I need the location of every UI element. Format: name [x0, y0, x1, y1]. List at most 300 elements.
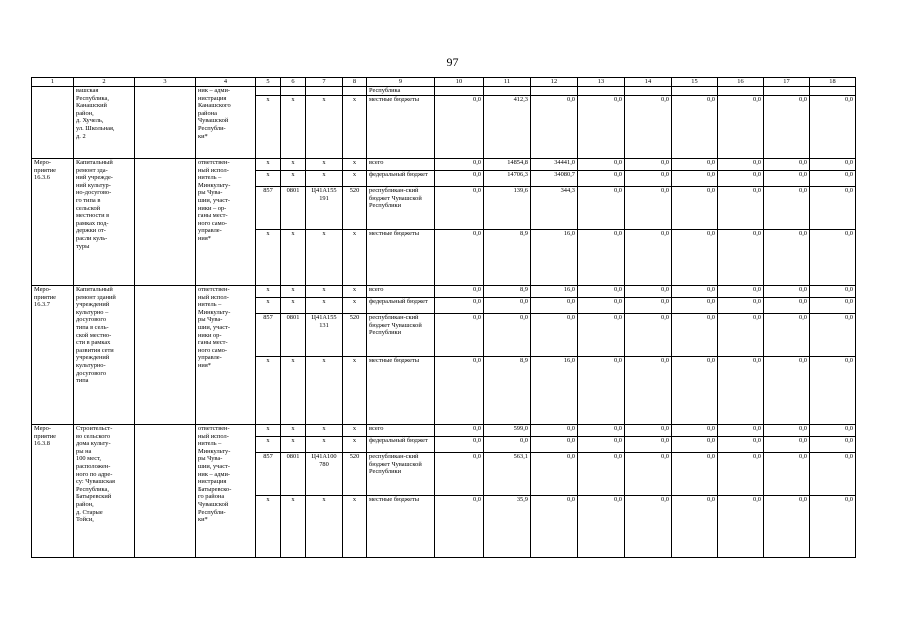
- table-cell: x: [343, 357, 367, 425]
- table-cell: республикан-ский бюджет Чувашской Республики: [367, 314, 435, 357]
- table-cell: 0,0: [435, 298, 484, 314]
- table-cell: 0,0: [810, 298, 856, 314]
- header-cell: 17: [764, 78, 810, 87]
- table-cell: 0,0: [435, 314, 484, 357]
- table-cell: 0,0: [764, 96, 810, 159]
- cell-line: ний учрежде-: [76, 174, 113, 182]
- table-cell: местные бюджеты: [367, 96, 435, 159]
- cell-line: нитель –: [198, 174, 222, 182]
- cell-line: местности в: [76, 212, 110, 220]
- table-cell: 0,0: [672, 298, 718, 314]
- table-cell: x: [256, 496, 281, 558]
- table-cell: 0,0: [625, 437, 672, 453]
- table-cell: 0,0: [718, 425, 764, 437]
- cell-line: ки*: [198, 132, 208, 140]
- cell-line: Республи-: [198, 124, 226, 132]
- cell-line: 100 мест,: [76, 455, 101, 463]
- table-cell: 0,0: [764, 286, 810, 298]
- table-cell: 0,0: [810, 425, 856, 437]
- table-cell: федеральный бюджет: [367, 298, 435, 314]
- cell-line: ный испол-: [198, 166, 229, 174]
- cell-line: район,: [76, 500, 94, 508]
- table-cell: x: [306, 230, 343, 286]
- table-cell: 0,0: [718, 171, 764, 187]
- cell-line: приятие: [34, 293, 57, 301]
- measure-cell: [32, 286, 74, 425]
- header-cell: 1: [32, 78, 74, 87]
- cell-line: го района: [198, 493, 225, 501]
- table-cell: 0,0: [578, 437, 625, 453]
- table-cell: Ц41А155 131: [306, 314, 343, 357]
- table-cell: 34080,7: [531, 171, 578, 187]
- table-cell: 14706,3: [484, 171, 531, 187]
- cell-line: ного само-: [198, 219, 227, 227]
- table-cell: 0,0: [531, 314, 578, 357]
- table-cell: 599,0: [484, 425, 531, 437]
- table-cell: x: [306, 286, 343, 298]
- header-cell: 14: [625, 78, 672, 87]
- table-row: [32, 425, 856, 437]
- table-cell: x: [281, 159, 306, 171]
- cell-line: ответствен-: [198, 159, 230, 166]
- table-cell: 0,0: [578, 159, 625, 171]
- table-cell: 0,0: [578, 187, 625, 230]
- table-cell: x: [256, 171, 281, 187]
- table-cell: 0,0: [764, 314, 810, 357]
- table-cell: 0,0: [718, 453, 764, 496]
- cell-line: Тойси,: [76, 516, 94, 524]
- table-cell: 0,0: [435, 286, 484, 298]
- table-cell: 0,0: [764, 425, 810, 437]
- table-cell: x: [306, 171, 343, 187]
- table-cell: 0,0: [718, 314, 764, 357]
- table-cell: x: [256, 159, 281, 171]
- table-cell: 0801: [281, 187, 306, 230]
- table-cell: x: [343, 496, 367, 558]
- cell-line: ремонт зда-: [76, 166, 108, 174]
- cell-line: типа в сель-: [76, 323, 109, 331]
- cell-line: Меро-: [34, 159, 51, 166]
- cell-line: ул. Школьная,: [76, 124, 115, 132]
- table-cell: 8,9: [484, 286, 531, 298]
- cell-line: но-досугово-: [76, 189, 112, 197]
- table-cell: 0,0: [672, 187, 718, 230]
- table-cell: x: [343, 159, 367, 171]
- table-cell: x: [256, 357, 281, 425]
- header-cell: 18: [810, 78, 856, 87]
- table-cell: [435, 87, 484, 96]
- cell-line: расли куль-: [76, 234, 108, 242]
- table-cell: 520: [343, 314, 367, 357]
- table-cell: 0,0: [672, 314, 718, 357]
- table-cell: 0,0: [810, 357, 856, 425]
- table-cell: [484, 87, 531, 96]
- page-number: 97: [446, 55, 459, 69]
- table-cell: x: [306, 496, 343, 558]
- table-cell: 35,9: [484, 496, 531, 558]
- table-cell: x: [306, 159, 343, 171]
- cell-line: Капитальный: [76, 286, 113, 293]
- executor-cell: [196, 425, 256, 558]
- table-cell: x: [281, 230, 306, 286]
- table-cell: x: [306, 357, 343, 425]
- cell-line: держки от-: [76, 227, 106, 235]
- cell-line: ры Чува-: [198, 316, 223, 324]
- table-cell: 0,0: [435, 357, 484, 425]
- cell-line: Минкульту-: [198, 447, 231, 455]
- header-cell: 16: [718, 78, 764, 87]
- table-cell: 0,0: [625, 187, 672, 230]
- table-cell: 0,0: [718, 496, 764, 558]
- executor-cell: [196, 286, 256, 425]
- table-cell: 0801: [281, 314, 306, 357]
- table-cell: 0,0: [625, 298, 672, 314]
- cell-line: д. Старые: [76, 508, 103, 516]
- table-cell: x: [343, 230, 367, 286]
- cell-line: 16.3.6: [34, 174, 50, 182]
- table-cell: 34441,0: [531, 159, 578, 171]
- table-cell: 0,0: [578, 453, 625, 496]
- table-cell: 0,0: [810, 286, 856, 298]
- table-cell: местные бюджеты: [367, 357, 435, 425]
- cell-line: Меро-: [34, 286, 51, 293]
- cell-line: развития сети: [76, 346, 114, 354]
- table-cell: 0,0: [764, 437, 810, 453]
- table-cell: 0,0: [810, 314, 856, 357]
- header-cell: 9: [367, 78, 435, 87]
- table-cell: 0,0: [810, 496, 856, 558]
- table-cell: 0,0: [578, 425, 625, 437]
- table-cell: x: [256, 298, 281, 314]
- table-cell: 0,0: [578, 357, 625, 425]
- table-cell: 0,0: [672, 453, 718, 496]
- cell-line: учреждений: [76, 354, 110, 362]
- table-cell: [718, 87, 764, 96]
- table-cell: 139,6: [484, 187, 531, 230]
- table-cell: 0,0: [435, 171, 484, 187]
- table-cell: x: [343, 437, 367, 453]
- table-cell: 0,0: [625, 425, 672, 437]
- table-cell: x: [281, 171, 306, 187]
- table-cell: 0,0: [810, 437, 856, 453]
- cell-line: ры на: [76, 447, 92, 455]
- empty-cell: [135, 286, 196, 425]
- cell-line: нистрация: [198, 94, 227, 102]
- table-cell: 0,0: [810, 171, 856, 187]
- table-cell: 344,3: [531, 187, 578, 230]
- table-cell: x: [281, 357, 306, 425]
- table-cell: x: [256, 230, 281, 286]
- table-cell: 0,0: [764, 453, 810, 496]
- measure-cell: [32, 425, 74, 558]
- table-cell: федеральный бюджет: [367, 437, 435, 453]
- cell-line: учреждений: [76, 301, 110, 309]
- cell-line: Канашского: [198, 102, 231, 110]
- cell-line: 16.3.8: [34, 440, 50, 448]
- table-cell: [256, 87, 281, 96]
- table-cell: 0,0: [435, 159, 484, 171]
- cell-line: ник – адми-: [198, 87, 231, 94]
- table-cell: 0,0: [435, 187, 484, 230]
- cell-line: Чувашской: [198, 117, 229, 125]
- object-cell: [74, 159, 135, 286]
- header-cell: 6: [281, 78, 306, 87]
- header-cell: 3: [135, 78, 196, 87]
- measure-cell: [32, 87, 74, 159]
- cell-line: ния*: [198, 361, 211, 369]
- cell-line: Канашский: [76, 102, 107, 110]
- table-cell: федеральный бюджет: [367, 171, 435, 187]
- object-cell: [74, 87, 135, 159]
- header-cell: 10: [435, 78, 484, 87]
- cell-line: шии, участ-: [198, 323, 230, 331]
- cell-line: Республика,: [76, 94, 109, 102]
- table-cell: 0,0: [625, 159, 672, 171]
- table-cell: 0,0: [764, 357, 810, 425]
- table-cell: x: [281, 96, 306, 159]
- table-cell: 0,0: [625, 496, 672, 558]
- table-cell: x: [343, 171, 367, 187]
- cell-line: ответствен-: [198, 425, 230, 432]
- table-cell: 0,0: [435, 230, 484, 286]
- table-cell: 0,0: [625, 96, 672, 159]
- cell-line: ного по адре-: [76, 470, 113, 478]
- cell-line: Минкульту-: [198, 181, 231, 189]
- header-cell: 8: [343, 78, 367, 87]
- table-cell: 0,0: [578, 171, 625, 187]
- cell-line: во сельского: [76, 432, 111, 440]
- cell-line: Строительст-: [76, 425, 113, 432]
- table-cell: x: [256, 96, 281, 159]
- table-cell: 0,0: [672, 357, 718, 425]
- table-cell: x: [256, 286, 281, 298]
- table-cell: 520: [343, 453, 367, 496]
- table-cell: 0,0: [435, 496, 484, 558]
- cell-line: ный испол-: [198, 432, 229, 440]
- cell-line: су: Чувашская: [76, 478, 115, 486]
- header-cell: 2: [74, 78, 135, 87]
- table-cell: [343, 87, 367, 96]
- cell-line: д. 2: [76, 132, 86, 140]
- cell-line: досугового: [76, 316, 107, 324]
- cell-line: сельской: [76, 204, 101, 212]
- cell-line: ники ор-: [198, 331, 222, 339]
- table-cell: 0,0: [578, 96, 625, 159]
- cell-line: нистрация: [198, 478, 227, 486]
- table-cell: 0801: [281, 453, 306, 496]
- cell-line: Минкульту-: [198, 308, 231, 316]
- cell-line: района: [198, 109, 217, 117]
- cell-line: рамках под-: [76, 219, 109, 227]
- table-cell: 0,0: [764, 230, 810, 286]
- table-cell: x: [343, 298, 367, 314]
- table-cell: 8,9: [484, 357, 531, 425]
- cell-line: Республи-: [198, 508, 226, 516]
- table-cell: 16,0: [531, 357, 578, 425]
- table-cell: 0,0: [531, 437, 578, 453]
- table-cell: 0,0: [625, 357, 672, 425]
- table-cell: 412,3: [484, 96, 531, 159]
- table-cell: 0,0: [578, 496, 625, 558]
- cell-line: ганы мест-: [198, 339, 228, 347]
- table-cell: x: [256, 437, 281, 453]
- table-cell: 0,0: [764, 298, 810, 314]
- table-cell: 0,0: [435, 437, 484, 453]
- cell-line: управле-: [198, 354, 222, 362]
- cell-line: вашская: [76, 87, 99, 94]
- cell-line: типа: [76, 377, 89, 385]
- table-cell: всего: [367, 425, 435, 437]
- table-cell: [625, 87, 672, 96]
- cell-line: туры: [76, 242, 90, 250]
- table-cell: 0,0: [764, 496, 810, 558]
- cell-line: Батыревско-: [198, 485, 232, 493]
- executor-cell: [196, 87, 256, 159]
- table-cell: 0,0: [435, 96, 484, 159]
- table-cell: 0,0: [625, 230, 672, 286]
- cell-line: ответствен-: [198, 286, 230, 293]
- table-cell: 0,0: [578, 230, 625, 286]
- table-cell: x: [306, 425, 343, 437]
- table-cell: x: [343, 96, 367, 159]
- table-cell: 0,0: [531, 453, 578, 496]
- table-cell: Ц41А155 191: [306, 187, 343, 230]
- table-cell: 0,0: [672, 286, 718, 298]
- table-cell: [306, 87, 343, 96]
- table-cell: республикан-ский бюджет Чувашской Республики: [367, 453, 435, 496]
- table-cell: 0,0: [625, 314, 672, 357]
- table-cell: 0,0: [810, 453, 856, 496]
- table-cell: [578, 87, 625, 96]
- cell-line: ного само-: [198, 346, 227, 354]
- table-cell: 0,0: [672, 171, 718, 187]
- table-cell: 857: [256, 187, 281, 230]
- cell-line: расположен-: [76, 462, 111, 470]
- table-cell: 0,0: [435, 425, 484, 437]
- cell-line: Капитальный: [76, 159, 113, 166]
- cell-line: культурно –: [76, 308, 109, 316]
- cell-line: ный испол-: [198, 293, 229, 301]
- table-cell: местные бюджеты: [367, 230, 435, 286]
- table-cell: 16,0: [531, 230, 578, 286]
- table-cell: 0,0: [718, 187, 764, 230]
- table-cell: 0,0: [531, 496, 578, 558]
- empty-cell: [135, 87, 196, 159]
- table-cell: x: [343, 425, 367, 437]
- empty-cell: [135, 159, 196, 286]
- cell-line: управле-: [198, 227, 222, 235]
- header-row: [32, 78, 856, 87]
- header-cell: 12: [531, 78, 578, 87]
- table-cell: 0,0: [672, 96, 718, 159]
- table-cell: 0,0: [764, 159, 810, 171]
- table-cell: 520: [343, 187, 367, 230]
- table-cell: 0,0: [672, 496, 718, 558]
- table-cell: [810, 87, 856, 96]
- table-cell: 0,0: [578, 286, 625, 298]
- cell-line: ники – ор-: [198, 204, 227, 212]
- table-cell: республикан-ский бюджет Чувашской Республики: [367, 187, 435, 230]
- cell-line: ской местно-: [76, 331, 112, 339]
- cell-line: го типа в: [76, 196, 101, 204]
- table-cell: 0,0: [764, 187, 810, 230]
- table-cell: всего: [367, 159, 435, 171]
- cell-line: ния*: [198, 234, 211, 242]
- measure-cell: [32, 159, 74, 286]
- table-cell: 0,0: [625, 286, 672, 298]
- table-cell: [281, 87, 306, 96]
- header-cell: 15: [672, 78, 718, 87]
- table-cell: 857: [256, 453, 281, 496]
- table-cell: местные бюджеты: [367, 496, 435, 558]
- cell-line: нитель –: [198, 301, 222, 309]
- table-cell: 0,0: [718, 437, 764, 453]
- table-cell: 0,0: [531, 298, 578, 314]
- table-cell: 0,0: [484, 298, 531, 314]
- object-cell: [74, 286, 135, 425]
- cell-line: ремонт зданий: [76, 293, 116, 301]
- cell-line: Республика,: [76, 485, 109, 493]
- table-cell: [764, 87, 810, 96]
- table-cell: 0,0: [810, 187, 856, 230]
- table-cell: 0,0: [484, 437, 531, 453]
- cell-line: нитель –: [198, 440, 222, 448]
- cell-line: приятие: [34, 166, 57, 174]
- cell-line: шии, участ-: [198, 462, 230, 470]
- table-cell: x: [281, 437, 306, 453]
- table-cell: 857: [256, 314, 281, 357]
- table-cell: 0,0: [764, 171, 810, 187]
- header-cell: 4: [196, 78, 256, 87]
- table-cell: 0,0: [718, 286, 764, 298]
- table-cell: 14854,8: [484, 159, 531, 171]
- table-cell: 0,0: [718, 357, 764, 425]
- cell-line: ник – адми-: [198, 470, 231, 478]
- table-cell: x: [281, 496, 306, 558]
- cell-line: ры Чува-: [198, 455, 223, 463]
- table-cell: x: [281, 425, 306, 437]
- cell-line: ний культур-: [76, 181, 111, 189]
- table-row: [32, 87, 856, 96]
- table-cell: [672, 87, 718, 96]
- table-row: [32, 159, 856, 171]
- cell-line: шии, участ-: [198, 196, 230, 204]
- table-cell: Ц41А100 780: [306, 453, 343, 496]
- table-cell: Республика: [367, 87, 435, 96]
- table-cell: x: [306, 96, 343, 159]
- header-cell: 7: [306, 78, 343, 87]
- header-cell: 11: [484, 78, 531, 87]
- table-cell: 0,0: [672, 437, 718, 453]
- cell-line: район,: [76, 109, 94, 117]
- table-cell: x: [306, 437, 343, 453]
- table-cell: 563,1: [484, 453, 531, 496]
- cell-line: ки*: [198, 516, 208, 524]
- cell-line: досугового: [76, 369, 107, 377]
- table-cell: x: [281, 298, 306, 314]
- table-cell: 0,0: [578, 314, 625, 357]
- table-cell: x: [343, 286, 367, 298]
- table-row: [32, 286, 856, 298]
- cell-line: Чувашской: [198, 500, 229, 508]
- cell-line: сти в рамках: [76, 339, 111, 347]
- table-cell: 0,0: [718, 298, 764, 314]
- object-cell: [74, 425, 135, 558]
- cell-line: приятие: [34, 432, 57, 440]
- cell-line: Батыревский: [76, 493, 112, 501]
- table-cell: 0,0: [718, 230, 764, 286]
- cell-line: д. Хучель,: [76, 117, 104, 125]
